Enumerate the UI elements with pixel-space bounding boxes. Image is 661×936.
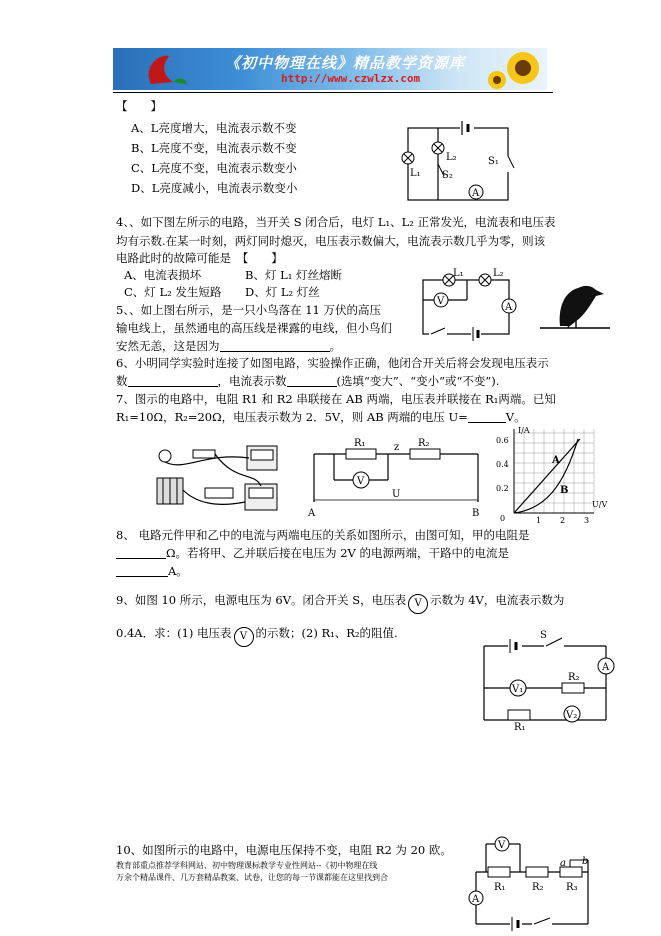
q9-v1-label: V₁	[512, 684, 524, 695]
q6-line1: 6、小明同学实验时连接了如图电路，实验操作正确，他闭合开关后将会发现电压表示	[116, 356, 549, 370]
q7-a-label: A	[308, 508, 316, 519]
q10-a-label: a	[560, 858, 566, 869]
q4-ammeter-label: A	[505, 302, 513, 313]
q9-circuit-diagram	[478, 630, 623, 733]
q10-line1: 10、如图所示的电路中，电源电压保持不变，电阻 R2 为 20 欧。	[116, 843, 452, 857]
graph-x-tick-0: 0	[500, 514, 506, 523]
graph-xlabel: U/V	[592, 500, 608, 509]
q7-r1-label: R₁	[354, 438, 366, 449]
q3-option-a: A、L亮度增大，电流表示数不变	[131, 121, 297, 135]
q10-b-label: b	[582, 856, 589, 867]
graph-y-tick-1: 0.4	[496, 460, 509, 469]
q7-u-label: U	[392, 489, 401, 500]
q4-circuit-diagram	[415, 270, 525, 340]
q4-line2: 均有示数.在某一时刻，两灯同时熄灭，电压表示数偏大，电流表示数几乎为零，则该	[116, 234, 546, 248]
logo-icon	[133, 48, 193, 90]
q4-option-c: C、灯 L₂ 发生短路	[124, 285, 222, 299]
q5-line2: 输电线上，虽然通电的高压线是裸露的电线，但小鸟们	[116, 321, 392, 335]
s2-label: S₂	[442, 170, 453, 181]
graph-y-tick-0: 0.6	[496, 436, 509, 445]
q10-r3-label: R₃	[566, 882, 578, 893]
q10-ammeter-label: A	[472, 894, 480, 905]
q3-option-c: C、L亮度不变，电流表示数变小	[131, 161, 297, 175]
ammeter-label: A	[472, 188, 480, 199]
q9-r1-label: R₁	[514, 722, 526, 733]
q3-option-b: B、L亮度不变，电流表示数不变	[131, 141, 297, 155]
graph-x-tick-2: 2	[560, 516, 566, 525]
q9-r2-label: R₂	[568, 672, 580, 683]
graph-ylabel: I/A	[518, 426, 530, 435]
graph-x-tick-3: 3	[584, 516, 590, 525]
q4-option-b: B、灯 L₁ 灯丝熔断	[245, 268, 343, 282]
q4-voltmeter-label: V	[437, 296, 445, 307]
q3-option-d: D、L亮度减小，电流表示数变小	[131, 181, 298, 195]
q4-line3: 电路此时的故障可能是 【 】	[116, 251, 283, 265]
q7-r2-label: R₂	[418, 438, 430, 449]
q10-voltmeter-label: V	[498, 840, 506, 851]
q9-line1: 9、如图 10 所示，电源电压为 6V。闭合开关 S，电压表 V 示数为 4V，电流表示数为	[116, 592, 564, 614]
header-divider	[113, 92, 553, 93]
q7-b-label: B	[472, 508, 480, 519]
q5-line3: 安然无恙，这是因为 。	[116, 339, 341, 353]
q3-bracket: 【 】	[116, 99, 162, 113]
header-banner	[113, 48, 547, 90]
q5-line1: 5、、如上图右所示，是一只小鸟落在 11 万伏的高压	[116, 303, 382, 317]
l1-label: L₁	[410, 168, 421, 179]
header-url: http://www.czwlzx.com	[281, 72, 421, 85]
header-title: 《初中物理在线》精品教学资源库	[225, 54, 466, 72]
s1-label: S₁	[488, 156, 499, 167]
q10-r1-label: R₁	[494, 882, 506, 893]
q8-line2: Ω。若将甲、乙并联后接在电压为 2V 的电源两端，干路中的电流是	[116, 545, 509, 562]
q9-v2-label: V₂	[566, 710, 578, 721]
q7-circuit-diagram	[308, 440, 488, 520]
q8-line3: A。	[116, 563, 188, 580]
voltmeter-symbol-2: V	[234, 627, 254, 647]
graph-x-tick-1: 1	[536, 516, 542, 525]
q4-option-d: D、灯 L₂ 灯丝	[245, 285, 320, 299]
q4-l2-label: L₂	[493, 268, 504, 279]
series-a-label: A	[552, 455, 560, 466]
q7-voltmeter-label: V	[357, 476, 365, 487]
apparatus-image	[145, 442, 295, 522]
q9-line2: 0.4A．求：(1) 电压表 V 的示数；(2) R₁、R₂的阻值.	[116, 625, 398, 647]
series-b-label: B	[560, 485, 569, 496]
q4-line1: 4、、如下图左所示的电路，当开关 S 闭合后，电灯 L₁、L₂ 正常发光，电流表和电压表	[116, 215, 556, 229]
graph-y-tick-2: 0.2	[496, 484, 509, 493]
q7-line1: 7、图示的电路中，电阻 R1 和 R2 串联接在 AB 两端，电压表并联接在 R₁两端。已知	[116, 392, 556, 406]
q8-line1: 8、 电路元件甲和乙中的电流与两端电压的关系如图所示，由图可知，甲的电阻是	[116, 528, 530, 542]
bird-on-wire-image	[540, 272, 610, 332]
q10-circuit-diagram	[470, 834, 595, 930]
q10-r2-label: R₂	[532, 882, 544, 893]
q6-line2: 数 ，电流表示数 (选填“变大”、“变小”或“不变”).	[116, 374, 500, 388]
q4-l1-label: L₁	[453, 268, 464, 279]
l2-label: L₂	[446, 152, 457, 163]
q4-option-a: A、电流表损坏	[124, 268, 202, 282]
footer-line2: 万余个精品课件、几万套精品教案、试卷，让您的每一节课都能在这里找到合	[116, 873, 388, 882]
q9-s-label: S	[540, 630, 547, 641]
q7-line2: R₁=10Ω，R₂=20Ω，电压表示数为 2．5V，则 AB 两端的电压 U= V。	[116, 410, 526, 424]
q9-ammeter-label: A	[602, 662, 610, 673]
iu-graph	[496, 425, 606, 525]
sunflower-icon	[483, 48, 547, 90]
footer-line1: 教育部重点推荐学科网站、初中物理课标教学专业性网站--《初中物理在线	[116, 861, 378, 870]
voltmeter-symbol: V	[408, 594, 428, 614]
q7-node-label: z	[394, 442, 400, 453]
q3-circuit-diagram	[400, 118, 520, 208]
